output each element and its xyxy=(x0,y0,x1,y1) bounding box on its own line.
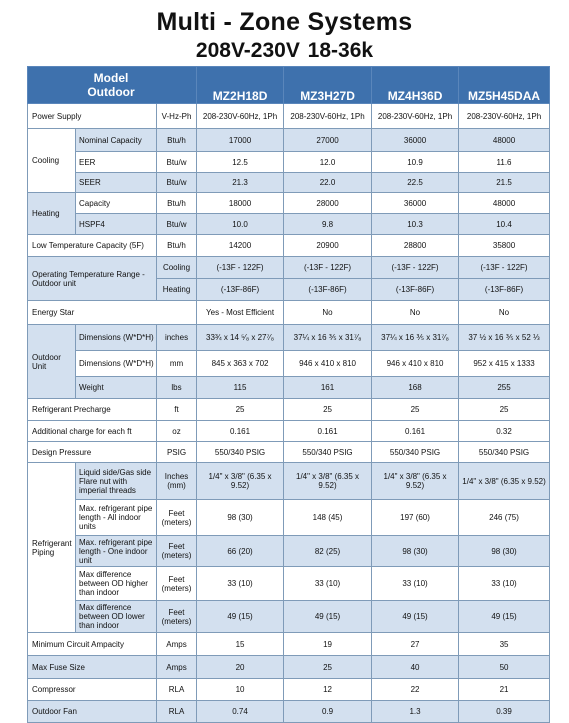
cell-value: 28800 xyxy=(372,235,459,257)
cell-value: 33 (10) xyxy=(459,567,550,601)
cell-value: 1.3 xyxy=(372,701,459,723)
cell-value: 33 (10) xyxy=(197,567,284,601)
cell-value: 33¾ x 14 ⁵⁄₈ x 27⁷⁄₈ xyxy=(197,325,284,351)
cell-value: 12.5 xyxy=(197,152,284,173)
row-unit: oz xyxy=(157,421,197,442)
cell-value: (-13F - 122F) xyxy=(197,257,284,279)
row-label: Max Fuse Size xyxy=(28,656,157,679)
row-label: Compressor xyxy=(28,679,157,701)
cell-value: 22.0 xyxy=(284,173,372,193)
cell-value: 168 xyxy=(372,377,459,399)
cell-value: 15 xyxy=(197,633,284,656)
cell-value: 50 xyxy=(459,656,550,679)
cell-value: 33 (10) xyxy=(372,567,459,601)
cell-value: 10.4 xyxy=(459,214,550,235)
row-label: SEER xyxy=(76,173,157,193)
cell-value: 0.161 xyxy=(372,421,459,442)
cell-value: 18000 xyxy=(197,193,284,214)
row-label: EER xyxy=(76,152,157,173)
spec-table xyxy=(27,66,550,723)
cell-value: 37¼ x 16 ⅗ x 31⁷⁄₈ xyxy=(284,325,372,351)
cooling-seer-row xyxy=(28,173,550,193)
low-temp-row xyxy=(28,235,550,257)
cell-value: (-13F - 122F) xyxy=(372,257,459,279)
cell-value: 20 xyxy=(197,656,284,679)
model-header: MZ4H36D xyxy=(372,67,459,104)
cell-value: 21.3 xyxy=(197,173,284,193)
group-label-outdoor-unit: Outdoor Unit xyxy=(28,325,76,399)
header-outdoor-label: Outdoor xyxy=(87,85,135,99)
cell-value: 115 xyxy=(197,377,284,399)
row-unit: Btu/h xyxy=(157,193,197,214)
cell-value: 208-230V-60Hz, 1Ph xyxy=(372,104,459,129)
row-unit: V-Hz-Ph xyxy=(157,104,197,129)
cell-value: 27 xyxy=(372,633,459,656)
cell-value: 10.0 xyxy=(197,214,284,235)
cell-value: 25 xyxy=(284,399,372,421)
row-unit: Btu/w xyxy=(157,173,197,193)
cell-value: 0.32 xyxy=(459,421,550,442)
row-label: Design Pressure xyxy=(28,442,157,463)
dimensions-mm-row xyxy=(28,351,550,377)
cell-value: 66 (20) xyxy=(197,536,284,567)
row-label: Nominal Capacity xyxy=(76,129,157,152)
model-header: MZ2H18D xyxy=(197,67,284,104)
compressor-row xyxy=(28,679,550,701)
cell-value: 37¼ x 16 ⅗ x 31⁷⁄₈ xyxy=(372,325,459,351)
cell-value: 49 (15) xyxy=(284,601,372,633)
row-label: Dimensions (W*D*H) xyxy=(76,351,157,377)
row-unit: lbs xyxy=(157,377,197,399)
row-label: Dimensions (W*D*H) xyxy=(76,325,157,351)
cell-value: 197 (60) xyxy=(372,500,459,536)
row-unit: Cooling xyxy=(157,257,197,279)
cell-value: (-13F - 122F) xyxy=(284,257,372,279)
mca-row xyxy=(28,633,550,656)
cell-value: 17000 xyxy=(197,129,284,152)
op-temp-cooling-row xyxy=(28,257,550,279)
cell-value: 946 x 410 x 810 xyxy=(284,351,372,377)
cell-value: 49 (15) xyxy=(459,601,550,633)
row-unit: Inches (mm) xyxy=(157,463,197,500)
cell-value: 33 (10) xyxy=(284,567,372,601)
cell-value: 20900 xyxy=(284,235,372,257)
row-label: Max difference between OD lower than indoor xyxy=(76,601,157,633)
cell-value: 98 (30) xyxy=(459,536,550,567)
cell-value: (-13F-86F) xyxy=(459,279,550,301)
cell-value: 40 xyxy=(372,656,459,679)
group-label-piping: Refrigerant Piping xyxy=(28,463,76,633)
cell-value: 28000 xyxy=(284,193,372,214)
cell-value: 25 xyxy=(284,656,372,679)
cell-value: 48000 xyxy=(459,129,550,152)
page-subtitle: 208V-230V 18-36k xyxy=(195,39,374,62)
row-unit: Btu/h xyxy=(157,235,197,257)
row-unit: inches xyxy=(157,325,197,351)
cell-value: 14200 xyxy=(197,235,284,257)
cell-value: 845 x 363 x 702 xyxy=(197,351,284,377)
cell-value: 1/4" x 3/8" (6.35 x 9.52) xyxy=(197,463,284,500)
cell-value: 1/4" x 3/8" (6.35 x 9.52) xyxy=(284,463,372,500)
cell-value: 550/340 PSIG xyxy=(372,442,459,463)
row-label: Energy Star xyxy=(28,301,197,325)
cell-value: 10.3 xyxy=(372,214,459,235)
row-unit: RLA xyxy=(157,701,197,723)
group-label-cooling: Cooling xyxy=(28,129,76,193)
cell-value: 10 xyxy=(197,679,284,701)
cell-value: 49 (15) xyxy=(372,601,459,633)
row-unit: Btu/h xyxy=(157,129,197,152)
row-unit: Amps xyxy=(157,656,197,679)
header-label xyxy=(28,67,197,104)
cell-value: (-13F-86F) xyxy=(372,279,459,301)
cell-value: 1/4" x 3/8" (6.35 x 9.52) xyxy=(372,463,459,500)
cell-value: 550/340 PSIG xyxy=(459,442,550,463)
cell-value: 12 xyxy=(284,679,372,701)
cell-value: No xyxy=(459,301,550,325)
row-unit: Feet (meters) xyxy=(157,567,197,601)
row-unit: RLA xyxy=(157,679,197,701)
cell-value: 19 xyxy=(284,633,372,656)
row-unit: Btu/w xyxy=(157,214,197,235)
cell-value: 36000 xyxy=(372,193,459,214)
piping-max-one-row xyxy=(28,536,550,567)
cell-value: 161 xyxy=(284,377,372,399)
row-label: HSPF4 xyxy=(76,214,157,235)
row-unit: PSIG xyxy=(157,442,197,463)
row-unit: Amps xyxy=(157,633,197,656)
header-row xyxy=(28,67,550,104)
additional-charge-row xyxy=(28,421,550,442)
cell-value: 946 x 410 x 810 xyxy=(372,351,459,377)
design-pressure-row xyxy=(28,442,550,463)
cell-value: 0.161 xyxy=(197,421,284,442)
row-label: Low Temperature Capacity (5F) xyxy=(28,235,157,257)
row-label: Refrigerant Precharge xyxy=(28,399,157,421)
piping-diff-higher-row xyxy=(28,567,550,601)
cell-value: 208-230V-60Hz, 1Ph xyxy=(284,104,372,129)
cell-value: 10.9 xyxy=(372,152,459,173)
cell-value: No xyxy=(284,301,372,325)
row-unit: Feet (meters) xyxy=(157,601,197,633)
cell-value: 0.74 xyxy=(197,701,284,723)
row-unit: Feet (meters) xyxy=(157,536,197,567)
cell-value: 22.5 xyxy=(372,173,459,193)
max-fuse-row xyxy=(28,656,550,679)
model-header: MZ3H27D xyxy=(284,67,372,104)
cell-value: 550/340 PSIG xyxy=(197,442,284,463)
page-title: Multi - Zone Systems xyxy=(156,8,413,36)
cell-value: 49 (15) xyxy=(197,601,284,633)
group-label-heating: Heating xyxy=(28,193,76,235)
cell-value: 21 xyxy=(459,679,550,701)
precharge-row xyxy=(28,399,550,421)
cell-value: 82 (25) xyxy=(284,536,372,567)
row-unit: mm xyxy=(157,351,197,377)
cell-value: 0.9 xyxy=(284,701,372,723)
row-label: Max. refrigerant pipe length - One indoor unit xyxy=(76,536,157,567)
row-label: Additional charge for each ft xyxy=(28,421,157,442)
cell-value: 148 (45) xyxy=(284,500,372,536)
cell-value: 22 xyxy=(372,679,459,701)
cell-value: (-13F-86F) xyxy=(197,279,284,301)
row-unit: Btu/w xyxy=(157,152,197,173)
piping-diff-lower-row xyxy=(28,601,550,633)
cell-value: 25 xyxy=(197,399,284,421)
cell-value: 98 (30) xyxy=(197,500,284,536)
weight-row xyxy=(28,377,550,399)
row-label: Liquid side/Gas side Flare nut with imperial threads xyxy=(76,463,157,500)
heating-hspf4-row xyxy=(28,214,550,235)
cell-value: 0.161 xyxy=(284,421,372,442)
cell-value: 48000 xyxy=(459,193,550,214)
row-unit: Feet (meters) xyxy=(157,500,197,536)
row-unit: Heating xyxy=(157,279,197,301)
row-label: Max. refrigerant pipe length - All indoor units xyxy=(76,500,157,536)
cell-value: 1/4" x 3/8" (6.35 x 9.52) xyxy=(459,463,550,500)
cell-value: 246 (75) xyxy=(459,500,550,536)
row-label: Power Supply xyxy=(28,104,157,129)
piping-max-all-row xyxy=(28,500,550,536)
cell-value: No xyxy=(372,301,459,325)
energy-star-row xyxy=(28,301,550,325)
heating-capacity-row xyxy=(28,193,550,214)
cell-value: 35 xyxy=(459,633,550,656)
row-label: Minimum Circuit Ampacity xyxy=(28,633,157,656)
row-label: Max difference between OD higher than indoor xyxy=(76,567,157,601)
cell-value: 9.8 xyxy=(284,214,372,235)
cooling-nominal-row xyxy=(28,129,550,152)
outdoor-fan-row xyxy=(28,701,550,723)
cell-value: (-13F - 122F) xyxy=(459,257,550,279)
header-model-label: Model xyxy=(93,71,129,85)
cell-value: Yes - Most Efficient xyxy=(197,301,284,325)
cell-value: 208-230V-60Hz, 1Ph xyxy=(459,104,550,129)
dimensions-inches-row xyxy=(28,325,550,351)
group-label-op-temp: Operating Temperature Range - Outdoor unit xyxy=(28,257,157,301)
cell-value: 35800 xyxy=(459,235,550,257)
cell-value: 255 xyxy=(459,377,550,399)
power-supply-row xyxy=(28,104,550,129)
row-unit: ft xyxy=(157,399,197,421)
cell-value: (-13F-86F) xyxy=(284,279,372,301)
cell-value: 21.5 xyxy=(459,173,550,193)
cell-value: 208-230V-60Hz, 1Ph xyxy=(197,104,284,129)
cell-value: 11.6 xyxy=(459,152,550,173)
cell-value: 25 xyxy=(372,399,459,421)
cell-value: 0.39 xyxy=(459,701,550,723)
cell-value: 36000 xyxy=(372,129,459,152)
cell-value: 27000 xyxy=(284,129,372,152)
cell-value: 25 xyxy=(459,399,550,421)
row-label: Capacity xyxy=(76,193,157,214)
cooling-eer-row xyxy=(28,152,550,173)
row-label: Weight xyxy=(76,377,157,399)
piping-liquid-row xyxy=(28,463,550,500)
cell-value: 12.0 xyxy=(284,152,372,173)
model-header: MZ5H45DAA xyxy=(459,67,550,104)
cell-value: 550/340 PSIG xyxy=(284,442,372,463)
row-label: Outdoor Fan xyxy=(28,701,157,723)
cell-value: 37 ½ x 16 ⅗ x 52 ⅓ xyxy=(459,325,550,351)
cell-value: 98 (30) xyxy=(372,536,459,567)
cell-value: 952 x 415 x 1333 xyxy=(459,351,550,377)
